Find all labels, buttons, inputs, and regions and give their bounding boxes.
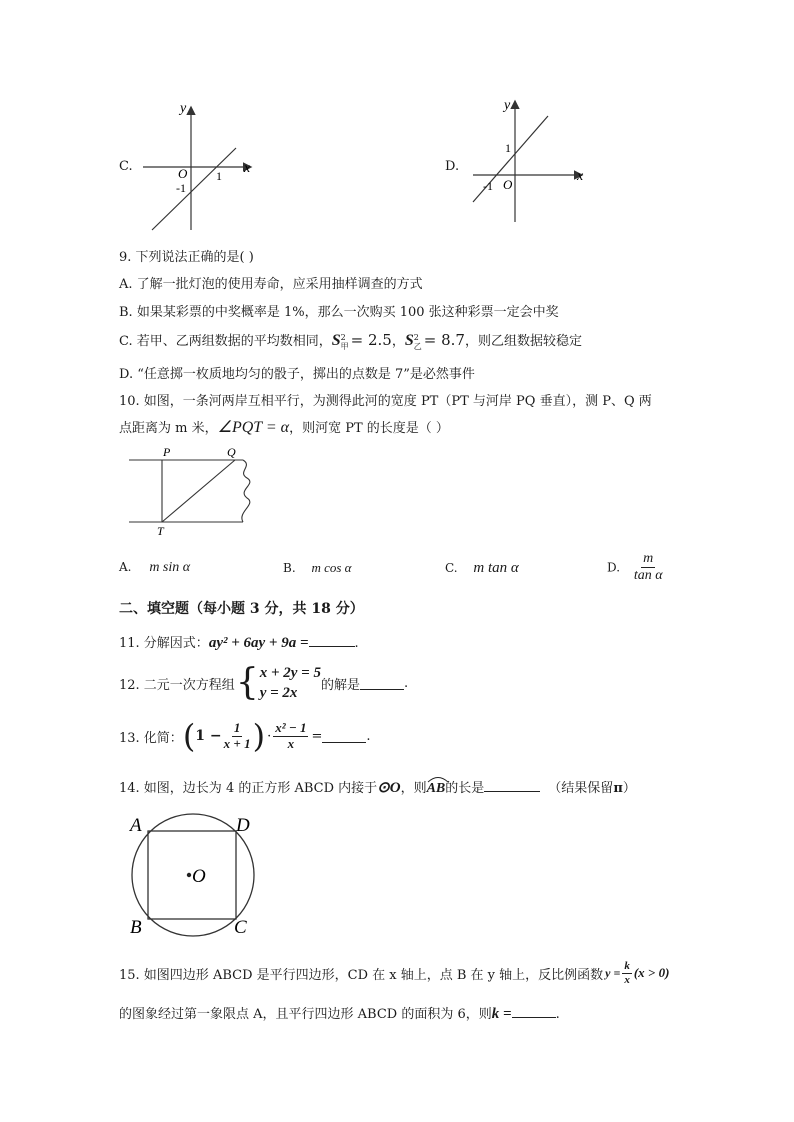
- graph-option-c: [138, 100, 258, 235]
- point-p: P: [163, 445, 171, 459]
- origin-label: O: [503, 177, 513, 192]
- system-brace: {: [235, 662, 259, 703]
- right-paren: ): [252, 717, 266, 755]
- equals-sign: =: [311, 728, 323, 744]
- q10-option-d: [607, 551, 663, 584]
- section-heading: 二、填空题（每小题 3 分，共 18 分）: [119, 601, 364, 617]
- point-q: Q: [227, 445, 236, 459]
- river-wavy-edge: [242, 460, 250, 522]
- q15-line1-text: 15. 如图四边形 ABCD 是平行四边形，CD 在 x 轴上，点 B 在 y 轴上，反比例函数: [119, 967, 604, 983]
- arc-symbol-icon: [427, 775, 449, 783]
- equation-2: y = 2x: [259, 685, 298, 701]
- q10-line2-a: 点距离为 m 米，: [119, 421, 218, 436]
- q14-mid: ，则: [400, 781, 427, 796]
- func-fraction: [622, 960, 632, 986]
- q13: [119, 717, 371, 755]
- y-axis-label: y: [180, 101, 187, 116]
- point-d: D: [236, 815, 250, 836]
- fraction-numerator: m: [641, 551, 655, 568]
- q10-line1: 10. 如图，一条河两岸互相平行，为测得此河的宽度 PT（PT 与河岸 PQ 垂直），测 P、Q 两: [119, 394, 652, 409]
- q14-suffix-b: （结果保留: [548, 781, 614, 796]
- q12-suffix: .: [404, 675, 409, 691]
- q15-line1: [119, 960, 669, 986]
- center-dot: [187, 873, 191, 877]
- q10-line2-b: ，则河宽 PT 的长度是（ ）: [289, 421, 449, 436]
- q12-prefix: 12. 二元一次方程组: [119, 677, 235, 693]
- pi-symbol: π: [613, 781, 623, 796]
- q15-suffix: .: [555, 1007, 560, 1022]
- q11-suffix: .: [354, 636, 359, 651]
- variance-a-value: = 2.5: [350, 331, 392, 349]
- point-o: O: [192, 866, 206, 887]
- x-axis-label: x: [577, 169, 584, 184]
- point-t: T: [157, 524, 164, 538]
- variance-b-value: = 8.7: [423, 331, 465, 349]
- variance-a-sup: 2: [340, 332, 346, 342]
- graph-option-d: [463, 96, 588, 226]
- option-a-value: m sin α: [149, 560, 191, 575]
- func-denominator: x: [624, 973, 630, 986]
- circle-o: ⊙O: [377, 780, 401, 796]
- answer-blank[interactable]: [484, 779, 540, 792]
- y-axis-label: y: [504, 98, 511, 113]
- option-a-label: A.: [119, 560, 132, 574]
- q14-suffix-c: ）: [622, 781, 636, 796]
- q9-option-d: D. “任意掷一枚质地均匀的骰子，掷出的点数是 7”是必然事件: [119, 367, 475, 382]
- point-a: A: [130, 815, 142, 836]
- fraction-2: [273, 721, 308, 752]
- option-b-label: B.: [283, 561, 296, 575]
- q9-stem: 9. 下列说法正确的是( ): [119, 250, 254, 265]
- option-d-label: D.: [445, 159, 460, 174]
- arc-label: AB: [426, 781, 446, 796]
- angle-expression: ∠PQT = α: [217, 419, 290, 436]
- river-figure: [125, 443, 260, 538]
- answer-blank[interactable]: [360, 677, 404, 690]
- fraction-1: [224, 721, 251, 752]
- fraction-2-denominator: x: [287, 735, 295, 751]
- variance-a-symbol: S: [331, 332, 341, 349]
- func-y: y =: [605, 965, 621, 980]
- origin-label: O: [178, 166, 188, 181]
- option-d-label: D.: [607, 560, 621, 575]
- q13-prefix: 13. 化简：: [119, 730, 183, 746]
- variance-b-sub: 乙: [413, 341, 422, 351]
- q11: [119, 632, 359, 652]
- segment-qt: [162, 460, 235, 522]
- q13-suffix: .: [366, 728, 371, 744]
- linear-function-line: [152, 148, 236, 230]
- q12: [119, 663, 408, 703]
- q11-expression: ay² + 6ay + 9a =: [208, 635, 309, 651]
- q14-suffix-a: 的长是: [445, 781, 485, 796]
- q14-prefix: 14. 如图，边长为 4 的正方形 ABCD 内接于: [119, 781, 378, 796]
- q11-prefix: 11. 分解因式：: [119, 636, 209, 651]
- answer-blank[interactable]: [322, 730, 366, 743]
- fraction-2-numerator: x² − 1: [275, 719, 307, 735]
- q9-option-b: B. 如果某彩票的中奖概率是 1%，那么一次购买 100 张这种彩票一定会中奖: [119, 305, 559, 320]
- func-numerator: k: [624, 960, 630, 972]
- q9-c-suffix: ，则乙组数据较稳定: [464, 334, 582, 349]
- tick-neg1: -1: [176, 181, 186, 195]
- q10-line2: [119, 417, 449, 437]
- multiply-dot: ·: [267, 728, 272, 744]
- fraction-1-denominator: x + 1: [223, 735, 251, 751]
- option-c-label: C.: [445, 561, 458, 575]
- k-equals: k =: [491, 1006, 512, 1022]
- q10-option-a: [119, 560, 190, 576]
- equation-system: [260, 663, 321, 703]
- left-paren: (: [182, 717, 196, 755]
- option-b-value: m cos α: [311, 560, 352, 575]
- answer-blank[interactable]: [309, 634, 355, 647]
- variance-b-symbol: S: [404, 332, 414, 349]
- q9-c-prefix: C. 若甲、乙两组数据的平均数相同，: [119, 334, 332, 349]
- option-c-value: m tan α: [473, 560, 519, 576]
- func-condition: (x > 0): [633, 965, 670, 981]
- q10-option-c: [445, 560, 519, 577]
- variance-a-sub: 甲: [340, 341, 349, 351]
- tick-neg1: -1: [483, 179, 493, 193]
- fraction-denominator: tan α: [633, 568, 663, 584]
- point-c: C: [234, 917, 247, 938]
- equation-1: x + 2y = 5: [259, 665, 321, 681]
- option-c-label: C.: [119, 159, 133, 174]
- q13-one: 1 −: [195, 728, 222, 744]
- q9-option-a: A. 了解一批灯泡的使用寿命，应采用抽样调查的方式: [119, 277, 423, 292]
- circle-square-figure: [124, 811, 264, 939]
- x-axis-label: x: [244, 161, 251, 176]
- answer-blank[interactable]: [512, 1005, 556, 1018]
- q9-option-c: C. 若甲、乙两组数据的平均数相同，S 2 甲 = 2.5，S 2 乙 = 8.7，则乙组数据较稳定: [119, 331, 582, 351]
- q15-line2: [119, 1003, 560, 1023]
- q14: [119, 777, 636, 797]
- arc-ab: [427, 781, 446, 797]
- point-b: B: [130, 917, 142, 938]
- variance-b-sup: 2: [413, 332, 419, 342]
- q10-option-b: [283, 560, 352, 576]
- fraction-1-numerator: 1: [233, 719, 241, 735]
- tick-1: 1: [505, 141, 511, 155]
- q15-line2-text: 的图象经过第一象限点 A，且平行四边形 ABCD 的面积为 6，则: [119, 1007, 492, 1022]
- q12-mid: 的解是: [320, 677, 360, 693]
- option-d-fraction: [634, 551, 663, 584]
- tick-1: 1: [216, 169, 222, 183]
